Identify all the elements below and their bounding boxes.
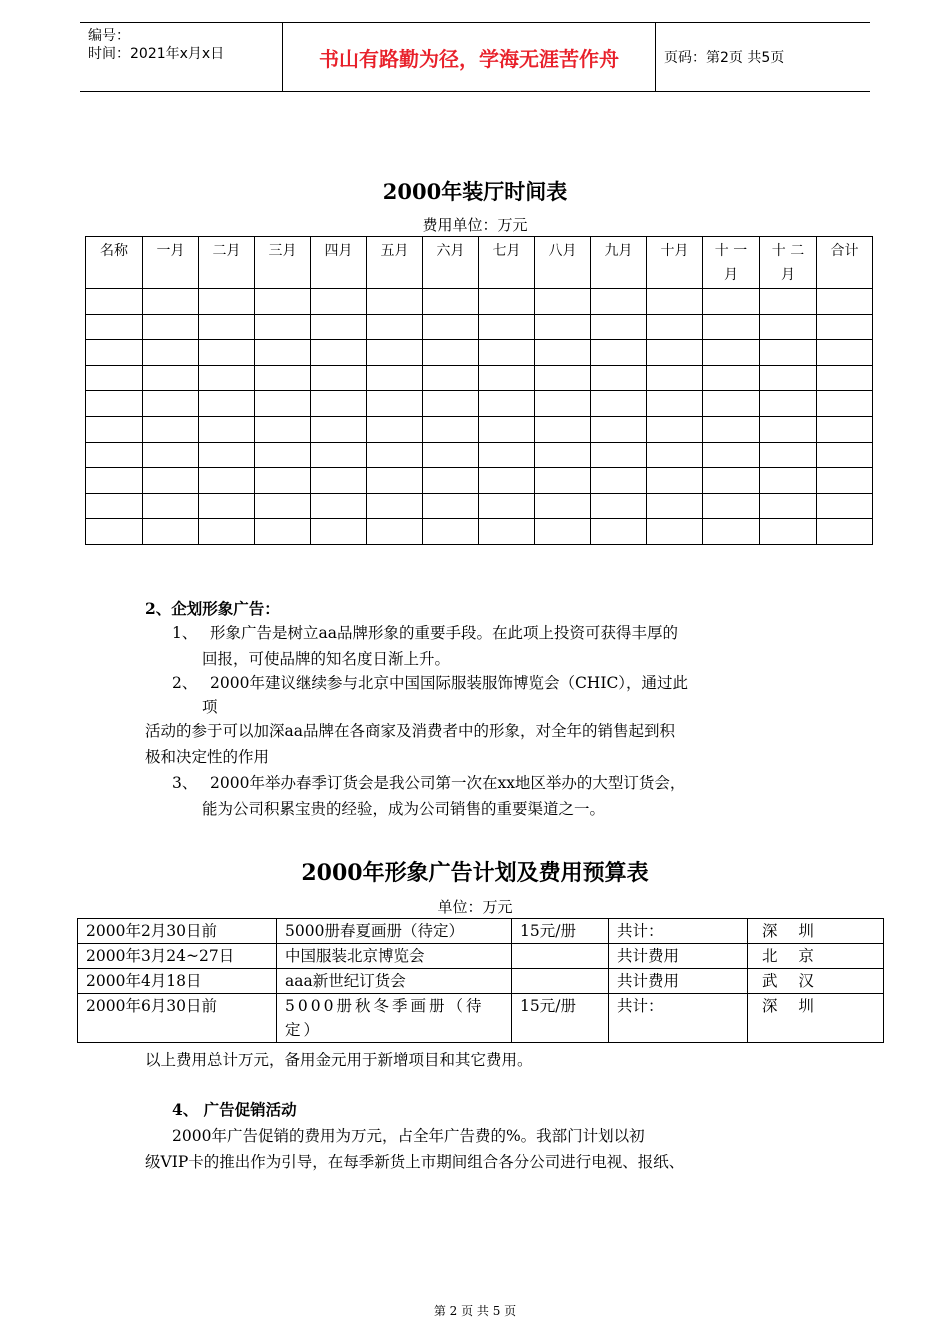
table-cell [199, 442, 255, 468]
table-cell [817, 391, 873, 417]
table-cell [647, 365, 703, 391]
table-cell [255, 289, 311, 315]
table-cell [86, 289, 143, 315]
item2-line3: 活动的参于可以加深aa品牌在各商家及消费者中的形象，对全年的销售起到积 [145, 722, 675, 740]
section2-heading: 2、企划形象广告： [145, 599, 280, 618]
table-row [86, 442, 873, 468]
table-cell [760, 416, 817, 442]
header-meta [88, 27, 224, 63]
table-cell [479, 365, 535, 391]
col-nov: 十 一 月 [703, 237, 760, 289]
table-cell [703, 519, 760, 545]
city-cell: 深 圳 [748, 919, 884, 944]
table-cell [703, 314, 760, 340]
item2-line1: 2000年建议继续参与北京中国国际服装服饰博览会（CHIC），通过此 [210, 674, 689, 692]
item-cell: 5000册秋冬季画册（待定） [277, 994, 512, 1043]
table-cell [591, 365, 647, 391]
table-cell [591, 519, 647, 545]
table-cell [143, 519, 199, 545]
table-cell [647, 416, 703, 442]
table-cell [311, 416, 367, 442]
table-cell [199, 314, 255, 340]
table-cell [423, 314, 479, 340]
table-cell [535, 365, 591, 391]
col-aug: 八月 [535, 237, 591, 289]
table-cell [143, 391, 199, 417]
table-cell [760, 365, 817, 391]
table1-unit: 费用单位：万元 [422, 216, 528, 234]
table-cell [255, 365, 311, 391]
table-cell [143, 416, 199, 442]
item-cell: 中国服装北京博览会 [277, 944, 512, 969]
table-row [86, 493, 873, 519]
table-cell [86, 314, 143, 340]
table-cell [703, 391, 760, 417]
col-name: 名称 [86, 237, 143, 289]
item1-line2: 回报，可使品牌的知名度日渐上升。 [202, 650, 451, 668]
table-cell [760, 519, 817, 545]
table-cell [479, 442, 535, 468]
table-cell [479, 519, 535, 545]
table-cell [703, 442, 760, 468]
price-cell: 15元/册 [512, 994, 609, 1043]
table-cell [255, 519, 311, 545]
table1-title: 2000年装厅时间表 [382, 179, 568, 204]
table-cell [535, 416, 591, 442]
table-cell [423, 493, 479, 519]
table-cell [479, 314, 535, 340]
table-cell [423, 468, 479, 494]
table-cell [255, 493, 311, 519]
table-row [86, 289, 873, 315]
table-cell [647, 519, 703, 545]
table-cell [367, 416, 423, 442]
table-cell [479, 493, 535, 519]
table-cell [255, 314, 311, 340]
table-cell [255, 416, 311, 442]
table-cell [199, 468, 255, 494]
table-cell [760, 314, 817, 340]
col-oct: 十月 [647, 237, 703, 289]
col-jun: 六月 [423, 237, 479, 289]
table-cell [591, 289, 647, 315]
table-cell [479, 340, 535, 366]
table-cell [817, 314, 873, 340]
table-cell [535, 314, 591, 340]
table2-note: 以上费用总计万元，备用金元用于新增项目和其它费用。 [145, 1051, 533, 1069]
table-cell [479, 468, 535, 494]
item1-line1: 形象广告是树立aa品牌形象的重要手段。在此项上投资可获得丰厚的 [210, 624, 678, 642]
table-cell [423, 442, 479, 468]
table-cell [86, 519, 143, 545]
col-total: 合计 [817, 237, 873, 289]
page-footer: 第 2 页 共 5 页 [433, 1304, 517, 1318]
table-cell [423, 289, 479, 315]
table-cell [647, 468, 703, 494]
table-cell [199, 493, 255, 519]
col-feb: 二月 [199, 237, 255, 289]
table-cell [817, 289, 873, 315]
table-cell [479, 391, 535, 417]
table-cell [817, 340, 873, 366]
table-header-row [86, 237, 873, 289]
table-cell [311, 365, 367, 391]
table-cell [143, 442, 199, 468]
table-cell [86, 468, 143, 494]
table-cell [367, 442, 423, 468]
table-cell [703, 468, 760, 494]
table-cell [311, 340, 367, 366]
item-cell: 5000册春夏画册（待定） [277, 919, 512, 944]
table-cell [647, 442, 703, 468]
table-row [78, 944, 884, 969]
table-cell [535, 289, 591, 315]
table-cell [760, 442, 817, 468]
table-cell [817, 365, 873, 391]
table-cell [591, 391, 647, 417]
table-cell [591, 493, 647, 519]
table-row [86, 468, 873, 494]
table-cell [479, 416, 535, 442]
total-cell: 共计费用 [609, 944, 748, 969]
item-cell: aaa新世纪订货会 [277, 969, 512, 994]
number-label: 编号： [88, 28, 130, 44]
item2-line4: 极和决定性的作用 [145, 748, 270, 766]
table-cell [367, 340, 423, 366]
table-cell [367, 468, 423, 494]
table-cell [199, 289, 255, 315]
table-cell [367, 519, 423, 545]
table-cell [311, 289, 367, 315]
col-apr: 四月 [311, 237, 367, 289]
table-cell [760, 340, 817, 366]
date-cell: 2000年3月24~27日 [78, 944, 277, 969]
total-cell: 共计： [609, 994, 748, 1043]
table-cell [199, 519, 255, 545]
table-cell [255, 468, 311, 494]
table-cell [703, 289, 760, 315]
table-cell [367, 365, 423, 391]
section4-line1: 2000年广告促销的费用为万元，占全年广告费的%。我部门计划以初 [172, 1127, 645, 1145]
table-cell [423, 519, 479, 545]
total-cell: 共计费用 [609, 969, 748, 994]
table-cell [311, 519, 367, 545]
price-cell [512, 969, 609, 994]
table-cell [311, 391, 367, 417]
table-cell [647, 340, 703, 366]
item1-number: 1、 [172, 624, 198, 642]
table-row [78, 919, 884, 944]
table-cell [86, 416, 143, 442]
table-cell [760, 468, 817, 494]
table2-title: 2000年形象广告计划及费用预算表 [301, 860, 649, 886]
table-cell [817, 468, 873, 494]
item3-line2: 能为公司积累宝贵的经验，成为公司销售的重要渠道之一。 [202, 800, 606, 818]
table-cell [86, 493, 143, 519]
table-cell [535, 493, 591, 519]
date-cell: 2000年4月18日 [78, 969, 277, 994]
section4-heading: 4、 广告促销活动 [172, 1100, 297, 1119]
table-cell [255, 340, 311, 366]
table-cell [591, 340, 647, 366]
table-cell [535, 468, 591, 494]
date-cell: 2000年2月30日前 [78, 919, 277, 944]
table2-unit: 单位：万元 [437, 898, 513, 916]
price-cell [512, 944, 609, 969]
price-cell: 15元/册 [512, 919, 609, 944]
table-cell [143, 340, 199, 366]
table-cell [817, 442, 873, 468]
table-cell [199, 340, 255, 366]
table-cell [311, 468, 367, 494]
col-jul: 七月 [479, 237, 535, 289]
page-header [80, 22, 870, 92]
col-sep: 九月 [591, 237, 647, 289]
table-cell [591, 468, 647, 494]
table-cell [199, 416, 255, 442]
total-cell: 共计： [609, 919, 748, 944]
table-cell [535, 519, 591, 545]
table-cell [199, 365, 255, 391]
table-cell [311, 493, 367, 519]
table-cell [703, 493, 760, 519]
item3-number: 3、 [172, 774, 198, 792]
col-may: 五月 [367, 237, 423, 289]
col-dec: 十 二 月 [760, 237, 817, 289]
table-cell [143, 468, 199, 494]
table-row [86, 519, 873, 545]
table-cell [591, 416, 647, 442]
table-cell [311, 314, 367, 340]
table-cell [86, 365, 143, 391]
table-cell [760, 289, 817, 315]
item3-line1: 2000年举办春季订货会是我公司第一次在xx地区举办的大型订货会， [210, 774, 686, 792]
table-row [78, 994, 884, 1043]
table-cell [479, 289, 535, 315]
table-cell [647, 289, 703, 315]
table-row [78, 969, 884, 994]
table-cell [817, 519, 873, 545]
schedule-table [85, 236, 873, 545]
table-cell [367, 493, 423, 519]
item2-line2: 项 [202, 698, 218, 716]
table-cell [199, 391, 255, 417]
table-cell [591, 314, 647, 340]
table-cell [703, 365, 760, 391]
table-cell [86, 340, 143, 366]
table-cell [423, 340, 479, 366]
table-cell [143, 314, 199, 340]
table-cell [647, 493, 703, 519]
item2-number: 2、 [172, 674, 198, 692]
city-cell: 北 京 [748, 944, 884, 969]
table-cell [647, 314, 703, 340]
table-cell [535, 442, 591, 468]
col-jan: 一月 [143, 237, 199, 289]
table-cell [311, 442, 367, 468]
table-row [86, 365, 873, 391]
table-cell [367, 289, 423, 315]
date-cell: 2000年6月30日前 [78, 994, 277, 1043]
table-row [86, 340, 873, 366]
motto: 书山有路勤为径，学海无涯苦作舟 [282, 23, 656, 91]
table-cell [817, 493, 873, 519]
table-cell [703, 340, 760, 366]
table-cell [703, 416, 760, 442]
table-cell [255, 391, 311, 417]
table-cell [423, 391, 479, 417]
table-cell [255, 442, 311, 468]
table-row [86, 314, 873, 340]
city-cell: 深 圳 [748, 994, 884, 1043]
table-row [86, 416, 873, 442]
col-mar: 三月 [255, 237, 311, 289]
time-label: 时间：2021年x月x日 [88, 46, 225, 62]
table-cell [143, 493, 199, 519]
table-cell [647, 391, 703, 417]
city-cell: 武 汉 [748, 969, 884, 994]
table-cell [760, 493, 817, 519]
table-cell [535, 340, 591, 366]
table-cell [143, 289, 199, 315]
table-cell [367, 314, 423, 340]
table-cell [143, 365, 199, 391]
table-cell [86, 442, 143, 468]
table-cell [591, 442, 647, 468]
table-cell [817, 416, 873, 442]
table-row [86, 391, 873, 417]
table-cell [423, 416, 479, 442]
page-info: 页码：第2页 共5页 [664, 50, 785, 66]
table-cell [367, 391, 423, 417]
table-cell [760, 391, 817, 417]
table-cell [86, 391, 143, 417]
table-cell [423, 365, 479, 391]
table-cell [535, 391, 591, 417]
budget-table [77, 918, 884, 1043]
section4-line2: 级VIP卡的推出作为引导，在每季新货上市期间组合各分公司进行电视、报纸、 [145, 1153, 685, 1171]
